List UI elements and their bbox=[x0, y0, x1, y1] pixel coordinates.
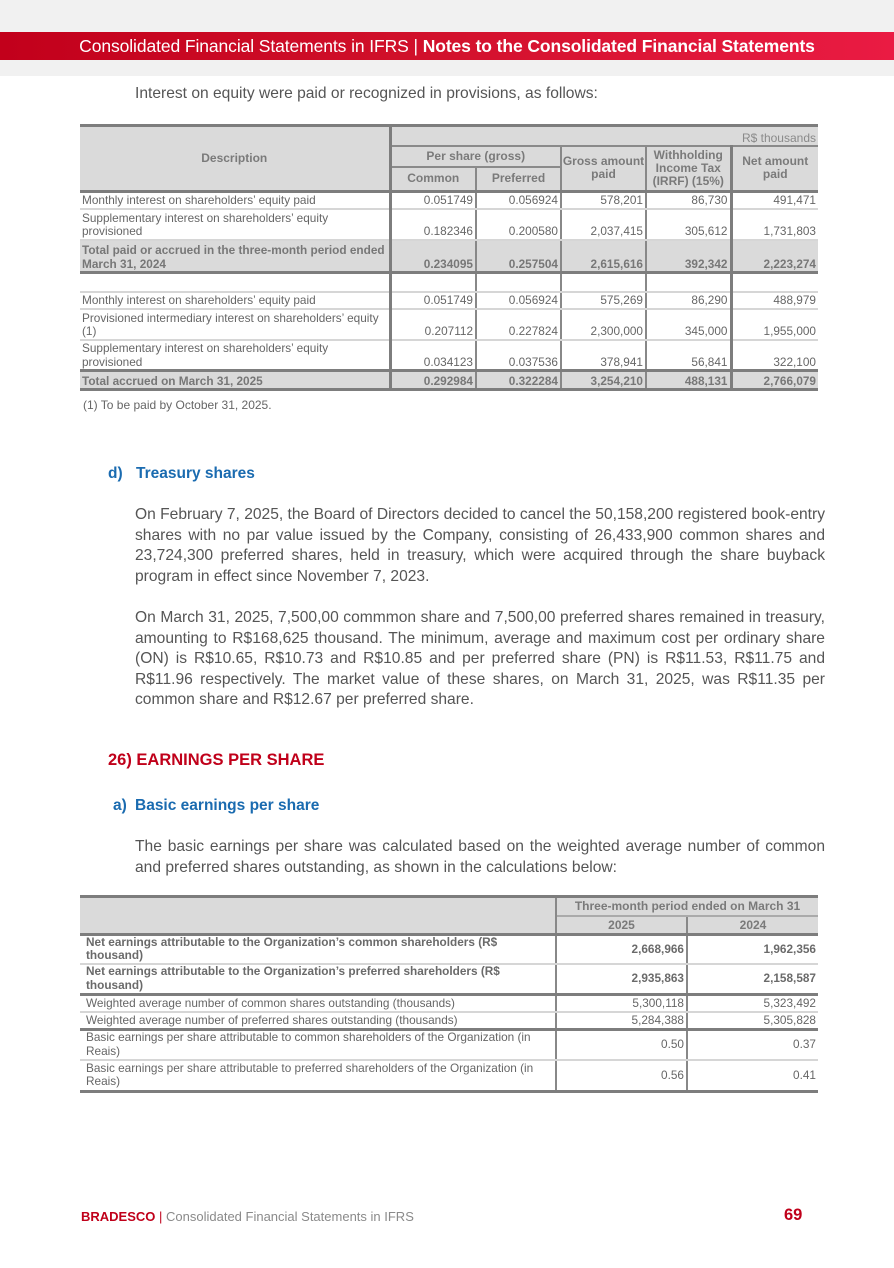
cell-2025: 2,668,966 bbox=[556, 934, 687, 964]
footer-text: Consolidated Financial Statements in IFRS bbox=[166, 1209, 414, 1224]
table-row bbox=[80, 209, 818, 240]
heading-marker: d) bbox=[108, 465, 123, 482]
table-row bbox=[80, 1060, 818, 1091]
cell-gross: 378,941 bbox=[561, 340, 646, 371]
heading-text: Treasury shares bbox=[136, 465, 255, 482]
row-description: Total paid or accrued in the three-month period ended March 31, 2024 bbox=[80, 240, 390, 273]
basic-eps-heading bbox=[113, 797, 319, 815]
table-row bbox=[80, 192, 818, 209]
table-row bbox=[80, 292, 818, 309]
cell-gross: 575,269 bbox=[561, 292, 646, 309]
header-blank bbox=[80, 897, 556, 935]
cell-2025: 0.56 bbox=[556, 1060, 687, 1091]
table-row bbox=[80, 934, 818, 964]
unit-label: R$ thousands bbox=[390, 126, 818, 146]
page-header-bar bbox=[0, 32, 894, 60]
table-row-spacer bbox=[80, 273, 818, 292]
cell-gross: 3,254,210 bbox=[561, 371, 646, 390]
cell-gross: 2,037,415 bbox=[561, 209, 646, 240]
cell-net: 2,223,274 bbox=[731, 240, 818, 273]
interest-on-equity-table bbox=[80, 124, 818, 391]
cell-gross: 2,615,616 bbox=[561, 240, 646, 273]
cell-common: 0.234095 bbox=[390, 240, 476, 273]
row-description: Supplementary interest on shareholders’ equity provisioned bbox=[82, 341, 329, 369]
cell-2025: 0.50 bbox=[556, 1029, 687, 1060]
cell-net: 322,100 bbox=[731, 340, 818, 371]
cell-net: 491,471 bbox=[731, 192, 818, 209]
row-description: Monthly interest on shareholders’ equity paid bbox=[80, 292, 390, 309]
row-label: Weighted average number of common shares outstanding (thousands) bbox=[80, 994, 556, 1012]
header-year-2025: 2025 bbox=[556, 916, 687, 935]
table-row bbox=[80, 964, 818, 994]
cell-2025: 5,284,388 bbox=[556, 1012, 687, 1029]
heading-marker: a) bbox=[113, 797, 127, 814]
cell-preferred: 0.322284 bbox=[476, 371, 561, 390]
cell-preferred: 0.056924 bbox=[476, 292, 561, 309]
table-row bbox=[80, 994, 818, 1012]
cell-irrf: 86,730 bbox=[646, 192, 731, 209]
cell-2024: 2,158,587 bbox=[687, 964, 818, 994]
header-title-section: Notes to the Consolidated Financial Statements bbox=[422, 36, 815, 56]
table-row bbox=[80, 1029, 818, 1060]
row-description: Supplementary interest on shareholders’ equity provisioned bbox=[80, 209, 390, 240]
cell-gross: 2,300,000 bbox=[561, 309, 646, 340]
cell-preferred: 0.200580 bbox=[476, 209, 561, 240]
header-preferred: Preferred bbox=[476, 167, 561, 192]
table-row-total-2024 bbox=[80, 240, 818, 273]
cell-preferred: 0.037536 bbox=[476, 340, 561, 371]
page-number: 69 bbox=[784, 1206, 803, 1224]
header-gross: Gross amount paid bbox=[561, 146, 646, 192]
header-irrf: Withholding Income Tax (IRRF) (15%) bbox=[646, 146, 731, 192]
cell-2024: 0.37 bbox=[687, 1029, 818, 1060]
header-common: Common bbox=[390, 167, 476, 192]
cell-common: 0.207112 bbox=[390, 309, 476, 340]
cell-irrf: 345,000 bbox=[646, 309, 731, 340]
cell-common: 0.051749 bbox=[390, 192, 476, 209]
cell-2025: 2,935,863 bbox=[556, 964, 687, 994]
earnings-per-share-table bbox=[80, 895, 818, 1093]
cell-net: 1,955,000 bbox=[731, 309, 818, 340]
header-net: Net amount paid bbox=[731, 146, 818, 192]
table-row bbox=[80, 309, 818, 340]
table-row-total-2025 bbox=[80, 371, 818, 390]
footer-brand: BRADESCO bbox=[81, 1209, 156, 1224]
cell-common: 0.182346 bbox=[390, 209, 476, 240]
cell-preferred: 0.056924 bbox=[476, 192, 561, 209]
page-footer bbox=[81, 1209, 414, 1224]
row-description: Total accrued on March 31, 2025 bbox=[80, 371, 390, 390]
heading-text: Basic earnings per share bbox=[135, 797, 320, 814]
header-per-share-group: Per share (gross) bbox=[390, 146, 561, 167]
intro-text: Interest on equity were paid or recognized in provisions, as follows: bbox=[135, 85, 598, 102]
cell-irrf: 488,131 bbox=[646, 371, 731, 390]
table-row bbox=[80, 340, 818, 371]
cell-irrf: 392,342 bbox=[646, 240, 731, 273]
row-description: Provisioned intermediary interest on shareholders’ equity (1) bbox=[80, 309, 390, 340]
cell-2025: 5,300,118 bbox=[556, 994, 687, 1012]
header-description: Description bbox=[80, 126, 390, 192]
cell-preferred: 0.227824 bbox=[476, 309, 561, 340]
header-year-2024: 2024 bbox=[687, 916, 818, 935]
row-label: Basic earnings per share attributable to common shareholders of the Organization (in Reais) bbox=[80, 1029, 556, 1060]
cell-irrf: 305,612 bbox=[646, 209, 731, 240]
table-row bbox=[80, 1012, 818, 1029]
row-label: Net earnings attributable to the Organization’s preferred shareholders (R$ thousand) bbox=[80, 964, 556, 994]
cell-irrf: 86,290 bbox=[646, 292, 731, 309]
cell-net: 1,731,803 bbox=[731, 209, 818, 240]
cell-2024: 1,962,356 bbox=[687, 934, 818, 964]
cell-gross: 578,201 bbox=[561, 192, 646, 209]
cell-2024: 0.41 bbox=[687, 1060, 818, 1091]
eps-paragraph: The basic earnings per share was calculated based on the weighted average number of common and preferred shares outstanding, as shown in the calculations below: bbox=[135, 838, 825, 876]
earnings-per-share-heading: 26) EARNINGS PER SHARE bbox=[108, 751, 325, 769]
row-label: Weighted average number of preferred shares outstanding (thousands) bbox=[80, 1012, 556, 1029]
row-label: Basic earnings per share attributable to preferred shareholders of the Organization (in Reais) bbox=[80, 1060, 556, 1091]
cell-common: 0.051749 bbox=[390, 292, 476, 309]
cell-2024: 5,305,828 bbox=[687, 1012, 818, 1029]
cell-2024: 5,323,492 bbox=[687, 994, 818, 1012]
cell-net: 488,979 bbox=[731, 292, 818, 309]
treasury-shares-heading bbox=[108, 465, 255, 483]
header-title-document: Consolidated Financial Statements in IFRS | bbox=[79, 36, 423, 56]
cell-preferred: 0.257504 bbox=[476, 240, 561, 273]
footer-separator: | bbox=[155, 1209, 167, 1224]
cell-net: 2,766,079 bbox=[731, 371, 818, 390]
cell-common: 0.292984 bbox=[390, 371, 476, 390]
header-period: Three-month period ended on March 31 bbox=[556, 897, 818, 916]
treasury-paragraph-2: On March 31, 2025, 7,500,00 commmon share and 7,500,00 preferred shares remained in treasury, amounting to R$168,625 thousand. The minimum, average and maximum cost per ordinary share (ON) is R$10.65, R$10.73 and R$10.85 and per preferred share (PN) is R$11.53, R$11.75 and R$11.96 respectively. The market value of these shares, on March 31, 2025, was R$11.35 per common share and R$12.67 per preferred share. bbox=[135, 609, 825, 708]
table-footnote: (1) To be paid by October 31, 2025. bbox=[83, 398, 272, 412]
row-description: Monthly interest on shareholders’ equity paid bbox=[80, 192, 390, 209]
cell-common: 0.034123 bbox=[390, 340, 476, 371]
row-label: Net earnings attributable to the Organization’s common shareholders (R$ thousand) bbox=[80, 934, 556, 964]
cell-irrf: 56,841 bbox=[646, 340, 731, 371]
treasury-paragraph-1: On February 7, 2025, the Board of Directors decided to cancel the 50,158,200 registered book-entry shares with no par value issued by the Company, consisting of 26,433,900 common shares and 23,724,300 preferred shares, held in treasury, which were acquired through the share buyback program in effect since November 7, 2023. bbox=[135, 506, 826, 585]
